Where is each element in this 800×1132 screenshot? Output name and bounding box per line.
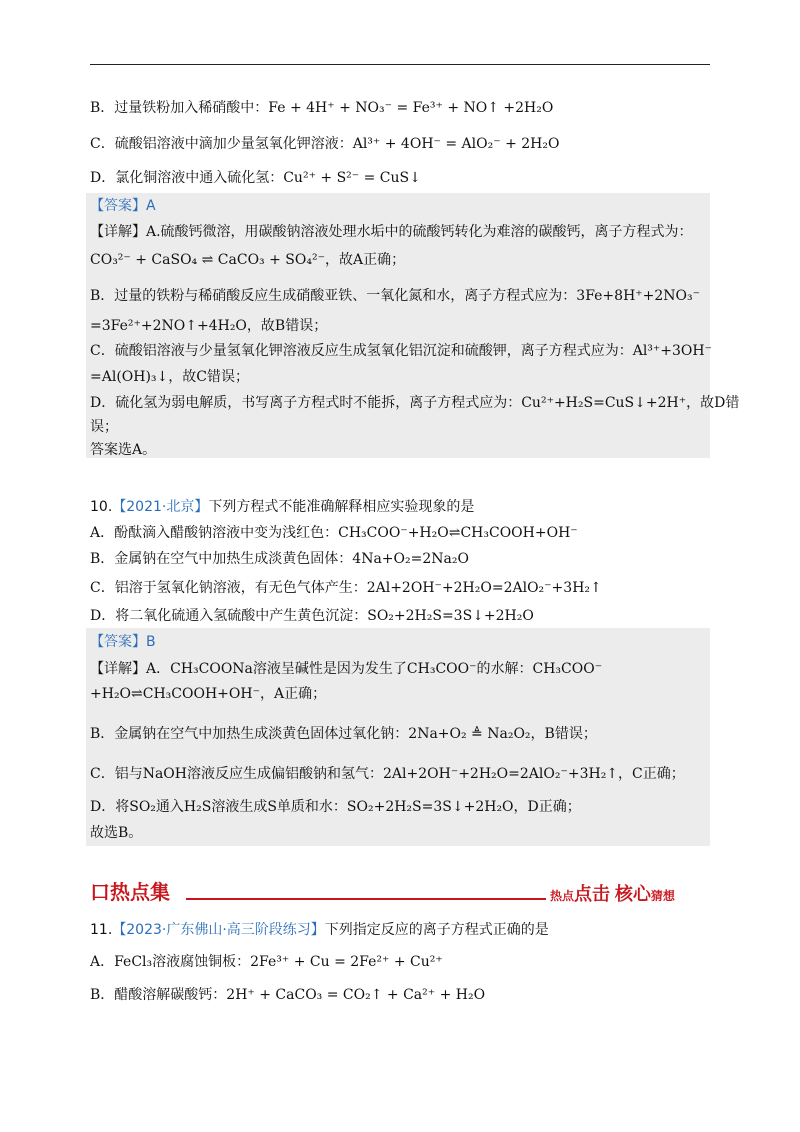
prev-explanation-line: D．硫化氢为弱电解质，书写离子方程式时不能拆，离子方程式应为：Cu²⁺+H₂S=CuS↓+2H⁺，故D错 — [90, 395, 740, 411]
q10-header — [90, 497, 474, 517]
q10-option-b: B．金属钠在空气中加热生成淡黄色固体：4Na+O₂=2Na₂O — [90, 551, 469, 567]
prev-option-b: B．过量铁粉加入稀硝酸中：Fe + 4H⁺ + NO₃⁻ = Fe³⁺ + NO↑ +2H₂O — [90, 100, 554, 116]
prev-explanation-line: =Al(OH)₃↓，故C错误； — [90, 369, 249, 385]
prev-explanation-line: C．硫酸铝溶液与少量氢氧化钾溶液反应生成氢氧化铝沉淀和硫酸钾，离子方程式应为：Al³⁺+3OH⁻ — [90, 343, 713, 359]
prev-explanation-line: B．过量的铁粉与稀硝酸反应生成硝酸亚铁、一氧化氮和水，离子方程式应为：3Fe+8H⁺+2NO₃⁻ — [90, 288, 701, 304]
q10-option-a: A．酚酞滴入醋酸钠溶液中变为浅红色：CH₃COO⁻+H₂O⇌CH₃COOH+OH⁻ — [90, 525, 578, 541]
header-rule — [90, 64, 710, 65]
section-rule — [186, 898, 546, 900]
q10-explanation-line: D．将SO₂通入H₂S溶液生成S单质和水：SO₂+2H₂S=3S↓+2H₂O，D正确； — [90, 799, 581, 815]
q10-option-d: D．将二氧化硫通入氢硫酸中产生黄色沉淀：SO₂+2H₂S=3S↓+2H₂O — [90, 608, 534, 624]
q11-option-b: B．醋酸溶解碳酸钙：2H⁺ + CaCO₃ = CO₂↑ + Ca²⁺ + H₂O — [90, 987, 486, 1003]
prev-explanation-line: 【详解】A.硫酸钙微溶，用碳酸钠溶液处理水垢中的硫酸钙转化为难溶的碳酸钙，离子方程式为： — [90, 224, 693, 240]
slogan-big-1: 点击 — [574, 884, 611, 905]
q10-source-tag: 【2021·北京】 — [112, 499, 209, 515]
prev-option-c: C．硫酸铝溶液中滴加少量氢氧化钾溶液：Al³⁺ + 4OH⁻ = AlO₂⁻ + 2H₂O — [90, 136, 560, 152]
q10-explanation-line: +H₂O⇌CH₃COOH+OH⁻，A正确； — [90, 686, 327, 702]
q10-answer-tag: 【答案】B — [90, 634, 156, 650]
q11-stem: 下列指定反应的离子方程式正确的是 — [324, 922, 549, 938]
q10-explanation-line: C．铝与NaOH溶液反应生成偏铝酸钠和氢气：2Al+2OH⁻+2H₂O=2AlO₂⁻+3H₂↑，C正确； — [90, 766, 685, 782]
q11-number: 11. — [90, 922, 113, 938]
q10-explanation-line: 【详解】A．CH₃COONa溶液呈碱性是因为发生了CH₃COO⁻的水解：CH₃COO⁻ — [90, 661, 603, 677]
prev-explanation-line: 误； — [90, 419, 118, 435]
prev-explanation-line: =3Fe²⁺+2NO↑+4H₂O，故B错误； — [90, 318, 328, 334]
q10-option-c: C．铝溶于氢氧化钠溶液，有无色气体产生：2Al+2OH⁻+2H₂O=2AlO₂⁻+3H₂↑ — [90, 580, 602, 596]
prev-option-d: D．氯化铜溶液中通入硫化氢：Cu²⁺ + S²⁻ = CuS↓ — [90, 170, 421, 186]
slogan-small-1: 热点 — [550, 889, 575, 903]
slogan-small-2: 猜想 — [650, 889, 675, 903]
q10-explanation-line: B．金属钠在空气中加热生成淡黄色固体过氧化钠：2Na+O₂ ≜ Na₂O₂，B错误； — [90, 726, 597, 742]
slogan-big-2: 核心 — [614, 884, 651, 905]
q10-number: 10. — [90, 499, 113, 515]
prev-explanation-line: CO₃²⁻ + CaSO₄ ⇌ CaCO₃ + SO₄²⁻，故A正确； — [90, 252, 406, 268]
section-slogan — [550, 880, 675, 906]
prev-explanation-line: 答案选A。 — [90, 442, 157, 458]
section-title: 口热点集 — [90, 880, 170, 904]
prev-answer-tag: 【答案】A — [90, 198, 156, 214]
q11-header — [90, 920, 549, 940]
q10-explanation-line: 故选B。 — [90, 825, 143, 841]
q11-source-tag: 【2023·广东佛山·高三阶段练习】 — [112, 922, 325, 938]
q10-stem: 下列方程式不能准确解释相应实验现象的是 — [208, 499, 475, 515]
q11-option-a: A．FeCl₃溶液腐蚀铜板：2Fe³⁺ + Cu = 2Fe²⁺ + Cu²⁺ — [90, 954, 443, 970]
